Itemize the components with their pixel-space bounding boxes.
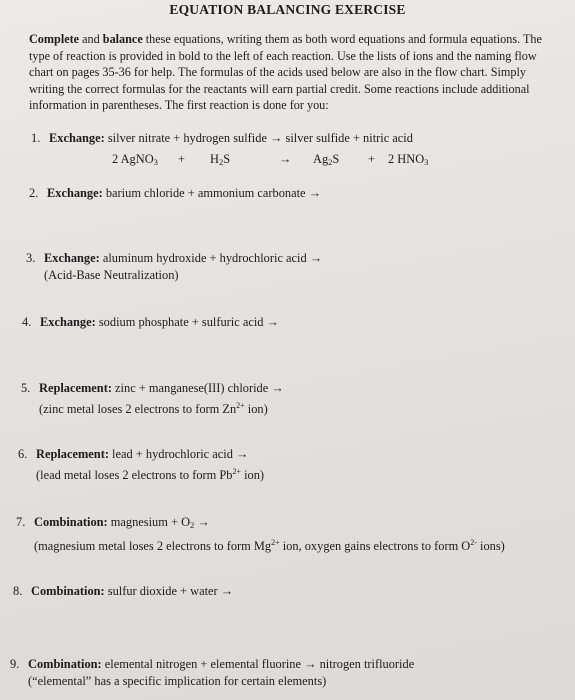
reaction-type: Exchange: (44, 251, 100, 265)
word-equation: sulfur dioxide + water → (104, 584, 234, 598)
question-5 (21, 380, 284, 418)
question-number: 2. (29, 186, 39, 200)
instructions-text-1: and (79, 32, 103, 46)
reaction-type: Exchange: (40, 315, 96, 329)
question-number: 4. (22, 315, 32, 329)
question-number: 5. (21, 381, 31, 395)
instructions-paragraph (29, 31, 557, 114)
word-equation: lead + hydrochloric acid → (108, 447, 249, 461)
question-1 (31, 130, 413, 147)
product-hno3: 2 $HNO_3$ (388, 152, 429, 167)
example-formula-equation (112, 152, 442, 168)
word-equation: silver nitrate + hydrogen sulfide → silver sulfide + nitric acid (104, 131, 413, 145)
question-8 (13, 583, 233, 600)
question-6 (18, 446, 264, 484)
reactant-h2s: $H_2S$ (210, 152, 231, 167)
reaction-note: (magnesium metal loses 2 electrons to form $Mg^{2+}$ ion, oxygen gains electrons to form $O^{2-}$ ions) (34, 538, 505, 553)
reaction-type: Combination: (31, 584, 105, 598)
question-number: 7. (16, 515, 26, 529)
reaction-type: Replacement: (39, 381, 112, 395)
word-equation: barium chloride + ammonium carbonate → (102, 186, 322, 200)
word-equation: aluminum hydroxide + hydrochloric acid → (99, 251, 323, 265)
question-4 (22, 314, 279, 331)
question-3 (26, 250, 322, 284)
word-equation: sodium phosphate + sulfuric acid → (95, 315, 279, 329)
word-equation: magnesium + $O_2$ → (107, 515, 210, 530)
question-9 (10, 656, 414, 690)
reaction-note: (Acid-Base Neutralization) (44, 268, 179, 282)
instructions-bold-balance: balance (102, 32, 143, 46)
reaction-type: Replacement: (36, 447, 109, 461)
reaction-note: (“elemental” has a specific implication for certain elements) (28, 674, 327, 688)
plus-sign: + (368, 152, 375, 166)
question-number: 8. (13, 584, 23, 598)
reaction-note: (zinc metal loses 2 electrons to form $Zn^{2+}$ ion) (39, 401, 268, 416)
instructions-text-2: these equations, writing them as both word equations and formula equations. The type of reaction is provided in bold to the left of each reaction. Use the lists of ions and the naming flow chart on pages 35-36 for help. The formulas of the acids used below are also in the flow chart. Simply writing the correct formulas for the reactants will earn partial credit. Some reactions include additional information in parentheses. The first reaction is done for you: (29, 32, 542, 113)
product-ag2s: $Ag_2S$ (313, 152, 340, 167)
plus-sign: + (178, 152, 185, 166)
question-number: 1. (31, 131, 41, 145)
question-number: 3. (26, 251, 36, 265)
reaction-type: Combination: (34, 515, 108, 529)
question-7 (16, 514, 505, 555)
page-title: EQUATION BALANCING EXERCISE (169, 2, 406, 17)
reaction-arrow: → (279, 152, 292, 166)
question-number: 6. (18, 447, 28, 461)
reactant-agno3: 2 AgNO$_3$ (112, 152, 158, 167)
reaction-type: Combination: (28, 657, 102, 671)
question-2 (29, 185, 321, 202)
instructions-bold-complete: Complete (29, 32, 80, 46)
word-equation: elemental nitrogen + elemental fluorine → nitrogen trifluoride (101, 657, 415, 671)
question-number: 9. (10, 657, 20, 671)
reaction-type: Exchange: (47, 186, 103, 200)
reaction-type: Exchange: (49, 131, 105, 145)
word-equation: zinc + manganese(III) chloride → (111, 381, 284, 395)
reaction-note: (lead metal loses 2 electrons to form $Pb^{2+}$ ion) (36, 467, 265, 482)
